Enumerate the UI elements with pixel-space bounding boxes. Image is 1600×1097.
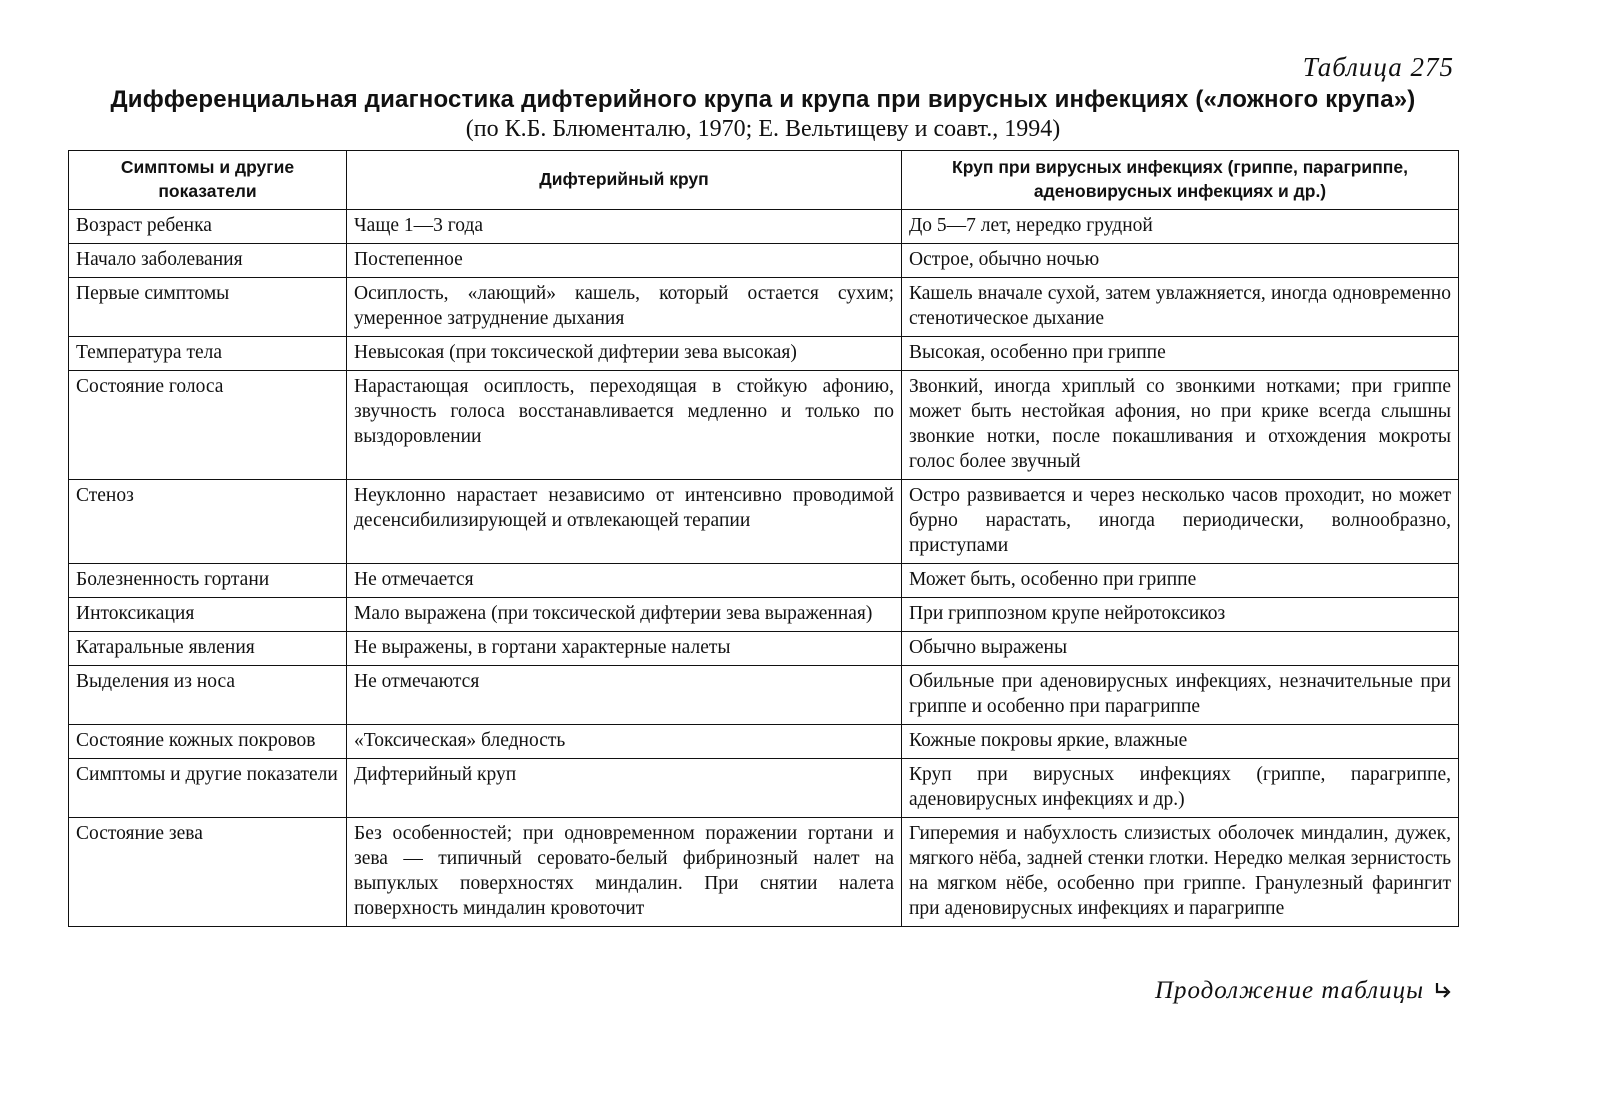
cell-viral: Обычно выражены xyxy=(902,632,1459,666)
cell-diphtheria: Дифтерийный круп xyxy=(347,759,902,818)
cell-symptom: Возраст ребенка xyxy=(69,210,347,244)
cell-viral: При гриппозном крупе нейротоксикоз xyxy=(902,598,1459,632)
cell-diphtheria: Не отмечается xyxy=(347,564,902,598)
table-row xyxy=(69,244,1459,278)
table-row xyxy=(69,666,1459,725)
cell-viral: Остро развивается и через несколько часов проходит, но может бурно нарастать, иногда периодически, волнообразно, приступами xyxy=(902,480,1459,564)
column-header-symptoms: Симптомы и другие показатели xyxy=(69,151,347,210)
cell-diphtheria: Осиплость, «лающий» кашель, который остается сухим; умеренное затруднение дыхания xyxy=(347,278,902,337)
cell-diphtheria: Не отмечаются xyxy=(347,666,902,725)
table-row xyxy=(69,759,1459,818)
table-row xyxy=(69,371,1459,480)
table-row xyxy=(69,632,1459,666)
diagnosis-table xyxy=(68,150,1459,927)
cell-viral: Высокая, особенно при гриппе xyxy=(902,337,1459,371)
cell-symptom: Выделения из носа xyxy=(69,666,347,725)
table-header xyxy=(69,151,1459,210)
header-row xyxy=(69,151,1459,210)
table-row xyxy=(69,278,1459,337)
cell-diphtheria: Неуклонно нарастает независимо от интенсивно проводимой десенсибилизирующей и отвлекающей терапии xyxy=(347,480,902,564)
cell-viral: До 5—7 лет, нередко грудной xyxy=(902,210,1459,244)
cell-viral: Кашель вначале сухой, затем увлажняется, иногда одновременно стенотическое дыхание xyxy=(902,278,1459,337)
cell-viral: Гиперемия и набухлость слизистых оболочек миндалин, дужек, мягкого нёба, задней стенки глотки. Нередко мелкая зернистость на мягком нёбе, особенно при гриппе. Гранулезный фарингит при аденовирусных инфекциях и парагриппе xyxy=(902,818,1459,927)
cell-viral: Круп при вирусных инфекциях (гриппе, парагриппе, аденовирусных инфекциях и др.) xyxy=(902,759,1459,818)
table-row xyxy=(69,337,1459,371)
table-number: Таблица 275 xyxy=(1302,52,1454,82)
cell-diphtheria: Постепенное xyxy=(347,244,902,278)
cell-symptom: Состояние зева xyxy=(69,818,347,927)
column-header-viral: Круп при вирусных инфекциях (гриппе, парагриппе, аденовирусных инфекциях и др.) xyxy=(902,151,1459,210)
table-row xyxy=(69,210,1459,244)
table-row xyxy=(69,818,1459,927)
cell-diphtheria: Невысокая (при токсической дифтерии зева высокая) xyxy=(347,337,902,371)
cell-viral: Кожные покровы яркие, влажные xyxy=(902,725,1459,759)
table-title: Дифференциальная диагностика дифтерийного крупа и крупа при вирусных инфекциях («ложного крупа») xyxy=(110,86,1416,113)
cell-symptom: Симптомы и другие показатели xyxy=(69,759,347,818)
table-subtitle: (по К.Б. Блюменталю, 1970; Е. Вельтищеву и соавт., 1994) xyxy=(465,116,1061,142)
cell-symptom: Начало заболевания xyxy=(69,244,347,278)
cell-symptom: Температура тела xyxy=(69,337,347,371)
cell-diphtheria: Мало выражена (при токсической дифтерии зева выраженная) xyxy=(347,598,902,632)
cell-symptom: Стеноз xyxy=(69,480,347,564)
turn-arrow-icon xyxy=(1432,980,1454,1002)
table-row xyxy=(69,598,1459,632)
cell-symptom: Состояние голоса xyxy=(69,371,347,480)
cell-diphtheria: Не выражены, в гортани характерные налеты xyxy=(347,632,902,666)
cell-viral: Звонкий, иногда хриплый со звонкими нотками; при гриппе может быть нестойкая афония, но при крике всегда слышны звонкие нотки, после покашливания и отхождения мокроты голос более звучный xyxy=(902,371,1459,480)
table-body xyxy=(69,210,1459,927)
cell-diphtheria: «Токсическая» бледность xyxy=(347,725,902,759)
cell-symptom: Катаральные явления xyxy=(69,632,347,666)
cell-symptom: Болезненность гортани xyxy=(69,564,347,598)
cell-symptom: Первые симптомы xyxy=(69,278,347,337)
cell-viral: Может быть, особенно при гриппе xyxy=(902,564,1459,598)
table-row xyxy=(69,564,1459,598)
column-header-diphtheria: Дифтерийный круп xyxy=(347,151,902,210)
table-row xyxy=(69,480,1459,564)
continuation-note xyxy=(1155,977,1454,1005)
cell-diphtheria: Чаще 1—3 года xyxy=(347,210,902,244)
cell-diphtheria: Нарастающая осиплость, переходящая в стойкую афонию, звучность голоса восстанавливается медленно и только по выздоровлении xyxy=(347,371,902,480)
continuation-label: Продолжение таблицы xyxy=(1154,977,1424,1004)
cell-diphtheria: Без особенностей; при одновременном поражении гортани и зева — типичный серовато-белый фибринозный налет на выпуклых поверхностях миндалин. При снятии налета поверхность миндалин кровоточит xyxy=(347,818,902,927)
cell-viral: Обильные при аденовирусных инфекциях, незначительные при гриппе и особенно при парагриппе xyxy=(902,666,1459,725)
cell-symptom: Интоксикация xyxy=(69,598,347,632)
table-row xyxy=(69,725,1459,759)
cell-symptom: Состояние кожных покровов xyxy=(69,725,347,759)
cell-viral: Острое, обычно ночью xyxy=(902,244,1459,278)
